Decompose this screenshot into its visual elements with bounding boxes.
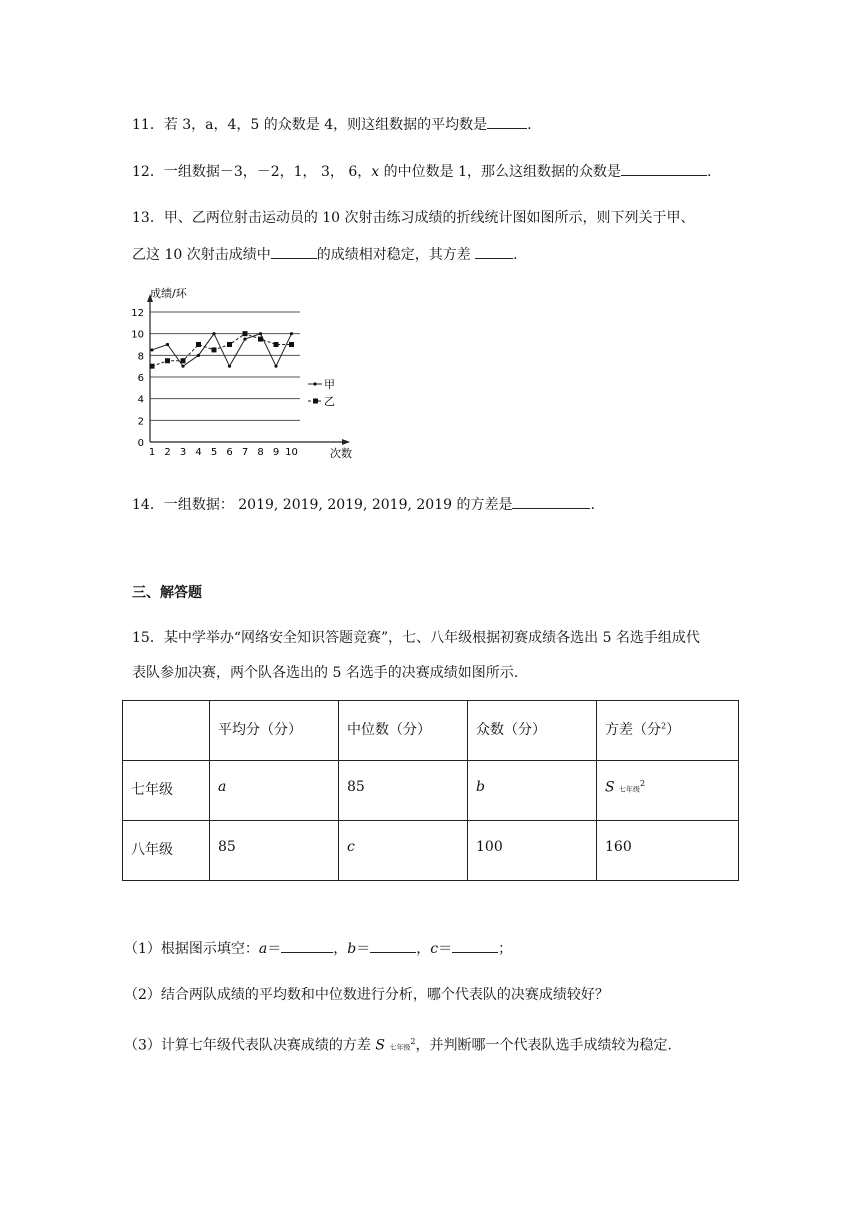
legend-marker: [313, 382, 316, 385]
question-15-line2: 表队参加决赛，两个队各选出的 5 名选手的决赛成绩如图所示.: [132, 665, 519, 681]
y-tick-label: 0: [137, 438, 144, 449]
table-row: [123, 761, 739, 821]
x-tick-label: 1: [148, 447, 156, 458]
p1-blank-a: [281, 938, 333, 953]
data-point: [290, 332, 293, 335]
p3-variance-subscript: 七年级: [389, 1043, 411, 1052]
x-tick-label: 7: [241, 447, 249, 458]
chart-x-label: 次数: [330, 447, 352, 460]
p3-text-2: ，并判断哪一个代表队选手成绩较为稳定.: [415, 1037, 672, 1054]
table-cell: c: [339, 821, 468, 881]
header-variance-close: ）: [666, 722, 681, 738]
q14-period: .: [590, 497, 595, 513]
y-tick-label: 12: [131, 308, 144, 319]
score-table: [122, 700, 739, 881]
data-point: [165, 358, 170, 363]
data-point: [196, 342, 201, 347]
table-cell: 七年级: [123, 761, 210, 821]
p1-eq: ＝: [438, 941, 453, 957]
table-cell: 85: [210, 821, 339, 881]
legend-label: 甲: [324, 378, 335, 391]
y-tick-label: 4: [137, 394, 144, 406]
x-tick-label: 6: [226, 447, 233, 458]
data-point: [212, 332, 215, 335]
p1-sep: ，: [333, 941, 348, 957]
x-tick-label: 9: [272, 447, 280, 458]
p3-variance-symbol: S: [375, 1037, 385, 1054]
sub-question-3: [124, 1032, 672, 1058]
data-point: [258, 337, 263, 342]
chart-y-label: 成绩/环: [150, 287, 187, 300]
q12-var: x: [371, 164, 380, 180]
table-header-cell: [597, 701, 739, 761]
p1-sep: ，: [416, 941, 431, 957]
q11-text: 11．若 3，a，4，5 的众数是 4，则这组数据的平均数是: [132, 117, 488, 133]
table-cell: 100: [468, 821, 597, 881]
series-line-1: [152, 334, 292, 367]
question-12: [132, 161, 711, 182]
x-tick-label: 8: [257, 447, 264, 458]
table-cell: 八年级: [123, 821, 210, 881]
p3-variance-superscript: 2: [410, 1037, 416, 1046]
table-cell: 85: [339, 761, 468, 821]
data-point: [150, 364, 155, 369]
data-point: [289, 342, 294, 347]
variance-symbol: S: [605, 779, 615, 796]
y-tick-label: 2: [137, 416, 144, 428]
legend-marker: [313, 399, 318, 404]
q12-blank: [621, 161, 707, 176]
table-header-row: [123, 701, 739, 761]
p1-text: （1）根据图示填空：: [124, 941, 259, 957]
q14-text: 14．一组数据： 2019, 2019, 2019, 2019, 2019 的方差是: [132, 497, 513, 513]
y-tick-label: 10: [131, 329, 144, 341]
question-11: [132, 114, 532, 135]
y-tick-label: 8: [137, 351, 144, 363]
table-header-cell: 众数（分）: [468, 701, 597, 761]
p1-blank-b: [370, 938, 416, 953]
q13-blank-2: [475, 244, 513, 259]
q13-period: .: [513, 247, 518, 263]
q12-text: 12．一组数据－3，－2，1， 3， 6，: [132, 164, 372, 180]
q13-text: 乙这 10 次射击成绩中: [132, 247, 271, 263]
q12-text-2: 的中位数是 1，那么这组数据的众数是: [379, 164, 621, 180]
header-variance-sup: 2: [661, 721, 667, 731]
y-tick-label: 6: [137, 373, 144, 384]
sub-question-2: （2）结合两队成绩的平均数和中位数进行分析，哪个代表队的决赛成绩较好？: [124, 987, 609, 1003]
data-point: [212, 347, 217, 352]
data-point: [181, 358, 186, 363]
q13-text-2: 的成绩相对稳定，其方差: [316, 247, 476, 263]
p1-blank-c: [452, 938, 498, 953]
p1-end: ；: [498, 941, 513, 957]
x-axis-arrow: [342, 439, 350, 445]
q13-blank-1: [271, 244, 317, 259]
question-15-line1: 15．某中学举办“网络安全知识答题竞赛”，七、八年级根据初赛成绩各选出 5 名选手组成代: [132, 630, 700, 646]
table-cell: b: [468, 761, 597, 821]
legend-label: 乙: [324, 395, 335, 408]
x-tick-label: 5: [210, 447, 218, 458]
q14-blank: [512, 494, 590, 509]
data-point: [274, 342, 279, 347]
question-14: [132, 494, 595, 515]
p1-eq: ＝: [267, 941, 282, 957]
q12-period: .: [706, 164, 712, 180]
table-cell: 160: [597, 821, 739, 881]
x-tick-label: 2: [164, 447, 171, 458]
table-header-cell: [123, 701, 210, 761]
data-point: [197, 354, 200, 357]
question-13-line1: 13．甲、乙两位射击运动员的 10 次射击练习成绩的折线统计图如图所示，则下列关于甲、: [132, 210, 695, 226]
table-cell: [597, 761, 739, 821]
variance-subscript: 七年级: [619, 785, 641, 794]
x-tick-label: 3: [179, 447, 187, 458]
x-tick-label: 10: [285, 447, 298, 458]
variance-superscript: 2: [640, 779, 646, 788]
table-row: [123, 821, 739, 881]
p1-var-a: a: [258, 941, 268, 957]
data-point: [274, 365, 277, 368]
data-point: [181, 365, 184, 368]
data-point: [243, 331, 248, 336]
p1-var-c: c: [430, 941, 439, 957]
q11-blank: [487, 114, 527, 129]
data-point: [228, 365, 231, 368]
data-point: [227, 342, 232, 347]
question-13-line2: [132, 244, 518, 265]
p1-eq: ＝: [356, 941, 371, 957]
section-heading: 三、解答题: [132, 585, 202, 601]
table-cell: a: [210, 761, 339, 821]
score-line-chart: [120, 282, 370, 464]
data-point: [150, 348, 153, 351]
data-point: [166, 343, 169, 346]
data-point: [259, 332, 262, 335]
q11-period: .: [527, 117, 532, 133]
data-point: [243, 337, 246, 340]
x-tick-label: 4: [195, 447, 202, 458]
table-header-cell: 中位数（分）: [339, 701, 468, 761]
p1-var-b: b: [347, 941, 357, 957]
table-header-cell: 平均分（分）: [210, 701, 339, 761]
header-variance-text: 方差（分: [605, 722, 661, 738]
p3-text: （3）计算七年级代表队决赛成绩的方差: [124, 1037, 376, 1054]
sub-question-1: [124, 938, 512, 959]
